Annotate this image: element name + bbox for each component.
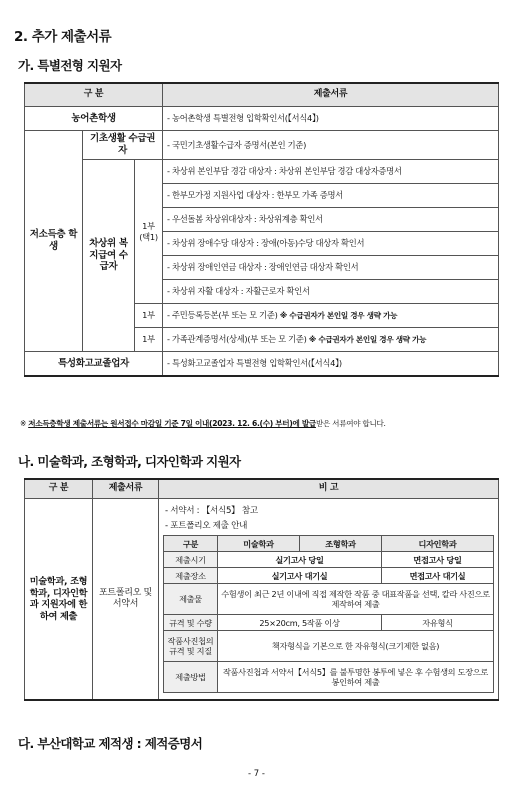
remarks-cell bbox=[159, 499, 499, 701]
submission-value: 수험생이 최근 2년 이내에 직접 제작한 작품 중 대표작품을 선택, 칼라 사진으로 제작하여 제출 bbox=[218, 584, 494, 615]
resident-doc-cell bbox=[163, 304, 499, 328]
rural-doc: - 농어촌학생 특별전형 입학확인서(【서식4】) bbox=[163, 107, 499, 131]
inner-head-category: 구분 bbox=[164, 536, 218, 552]
submit-place-art-sculpture: 실기고사 대기실 bbox=[218, 568, 382, 584]
special-admission-table bbox=[24, 82, 499, 377]
near-poor-doc-5: - 차상위 장애인연금 대상자 : 장애인연금 대상자 확인서 bbox=[163, 256, 499, 280]
inner-head-art: 미술학과 bbox=[218, 536, 300, 552]
header-remarks: 비 고 bbox=[159, 479, 499, 499]
method-label: 제출방법 bbox=[164, 662, 218, 693]
resident-doc: - 주민등록등본(부 또는 모 기준) bbox=[167, 310, 278, 321]
table-row bbox=[25, 352, 499, 377]
choose-one-label: 1부 (택1) bbox=[135, 160, 163, 304]
subsection-c-title: 다. 부산대학교 제적생 : 제적증명서 bbox=[18, 736, 203, 751]
portfolio-guide-table bbox=[163, 535, 494, 693]
size-design: 자유형식 bbox=[382, 615, 494, 631]
note-suffix: 받은 서류여야 합니다. bbox=[315, 419, 386, 428]
table-row bbox=[25, 131, 499, 160]
rural-label: 농어촌학생 bbox=[25, 107, 163, 131]
table-row bbox=[164, 552, 494, 568]
table-header-row bbox=[164, 536, 494, 552]
one-copy-label: 1부 bbox=[135, 304, 163, 328]
submit-time-design: 면접고사 당일 bbox=[382, 552, 494, 568]
basic-label: 기초생활 수급권자 bbox=[83, 131, 163, 160]
table-row bbox=[164, 662, 494, 693]
inner-head-sculpture: 조형학과 bbox=[300, 536, 382, 552]
header-category: 구 분 bbox=[25, 83, 163, 107]
art-applicant-table bbox=[24, 478, 499, 701]
table-row bbox=[25, 160, 499, 184]
table-row bbox=[164, 568, 494, 584]
header-category: 구 분 bbox=[25, 479, 93, 499]
near-poor-doc-3: - 우선돌봄 차상위대상자 : 차상위계층 확인서 bbox=[163, 208, 499, 232]
pledge-bullet: - 서약서 : 【서식5】 참고 bbox=[165, 506, 258, 516]
submit-time-art-sculpture: 실기고사 당일 bbox=[218, 552, 382, 568]
page-number: - 7 - bbox=[248, 769, 265, 779]
note-underlined: 저소득층학생 제출서류는 원서접수 마감일 기준 7일 이내(2023. 12. 6.(수) 부터)에 발급 bbox=[28, 419, 316, 428]
subsection-a-title: 가. 특별전형 지원자 bbox=[18, 58, 122, 73]
portfolio-bullet: - 포트폴리오 제출 안내 bbox=[165, 520, 248, 531]
near-poor-doc-2: - 한부모가정 지원사업 대상자 : 한부모 가족 증명서 bbox=[163, 184, 499, 208]
album-spec-label: 작품사진첩의 규격 및 지질 bbox=[164, 631, 218, 662]
applicant-label: 미술학과, 조형학과, 디자인학과 지원자에 한하여 제출 bbox=[25, 499, 93, 701]
method-value: 작품사진첩과 서약서【서식5】를 불투명한 봉투에 넣은 후 수험생의 도장으로 봉인하여 제출 bbox=[218, 662, 494, 693]
special-label: 특성화고교졸업자 bbox=[25, 352, 163, 377]
header-docs: 제출서류 bbox=[163, 83, 499, 107]
near-poor-doc-1: - 차상위 본인부담 경감 대상자 : 차상위 본인부담 경감 대상자증명서 bbox=[163, 160, 499, 184]
submit-time-label: 제출시기 bbox=[164, 552, 218, 568]
table-row bbox=[164, 615, 494, 631]
resident-note: ※ 수급권자가 본인일 경우 생략 가능 bbox=[279, 311, 398, 321]
album-spec-value: 책자형식을 기본으로 한 자유형식(크기제한 없음) bbox=[218, 631, 494, 662]
table-header-row bbox=[25, 83, 499, 107]
table-row bbox=[164, 631, 494, 662]
family-note: ※ 수급권자가 본인일 경우 생략 가능 bbox=[308, 335, 427, 345]
near-poor-doc-6: - 차상위 자활 대상자 : 자활근로자 확인서 bbox=[163, 280, 499, 304]
near-poor-doc-4: - 차상위 장애수당 대상자 : 장애(아동)수당 대상자 확인서 bbox=[163, 232, 499, 256]
near-poor-label: 차상위 복지급여 수급자 bbox=[83, 160, 135, 352]
family-doc-cell bbox=[163, 328, 499, 352]
size-art-sculpture: 25×20cm, 5작품 이상 bbox=[218, 615, 382, 631]
submit-place-label: 제출장소 bbox=[164, 568, 218, 584]
table-row bbox=[164, 584, 494, 615]
table-row bbox=[25, 499, 499, 701]
table-header-row bbox=[25, 479, 499, 499]
submit-place-design: 면접고사 대기실 bbox=[382, 568, 494, 584]
subsection-b-title: 나. 미술학과, 조형학과, 디자인학과 지원자 bbox=[18, 454, 241, 469]
one-copy-label: 1부 bbox=[135, 328, 163, 352]
deadline-note bbox=[20, 418, 386, 429]
submission-label: 제출물 bbox=[164, 584, 218, 615]
basic-doc: - 국민기초생활수급자 증명서(본인 기준) bbox=[163, 131, 499, 160]
inner-head-design: 디자인학과 bbox=[382, 536, 494, 552]
family-doc: - 가족관계증명서(상세)(부 또는 모 기준) bbox=[167, 334, 307, 345]
section-title: 2. 추가 제출서류 bbox=[14, 29, 112, 45]
low-income-label: 저소득층 학생 bbox=[25, 131, 83, 352]
size-label: 규격 및 수량 bbox=[164, 615, 218, 631]
note-prefix: ※ bbox=[20, 419, 29, 428]
table-row bbox=[25, 107, 499, 131]
docs-label: 포트폴리오 및 서약서 bbox=[93, 499, 159, 701]
header-docs: 제출서류 bbox=[93, 479, 159, 499]
special-doc: - 특성화고교졸업자 특별전형 입학확인서(【서식4】) bbox=[163, 352, 499, 377]
